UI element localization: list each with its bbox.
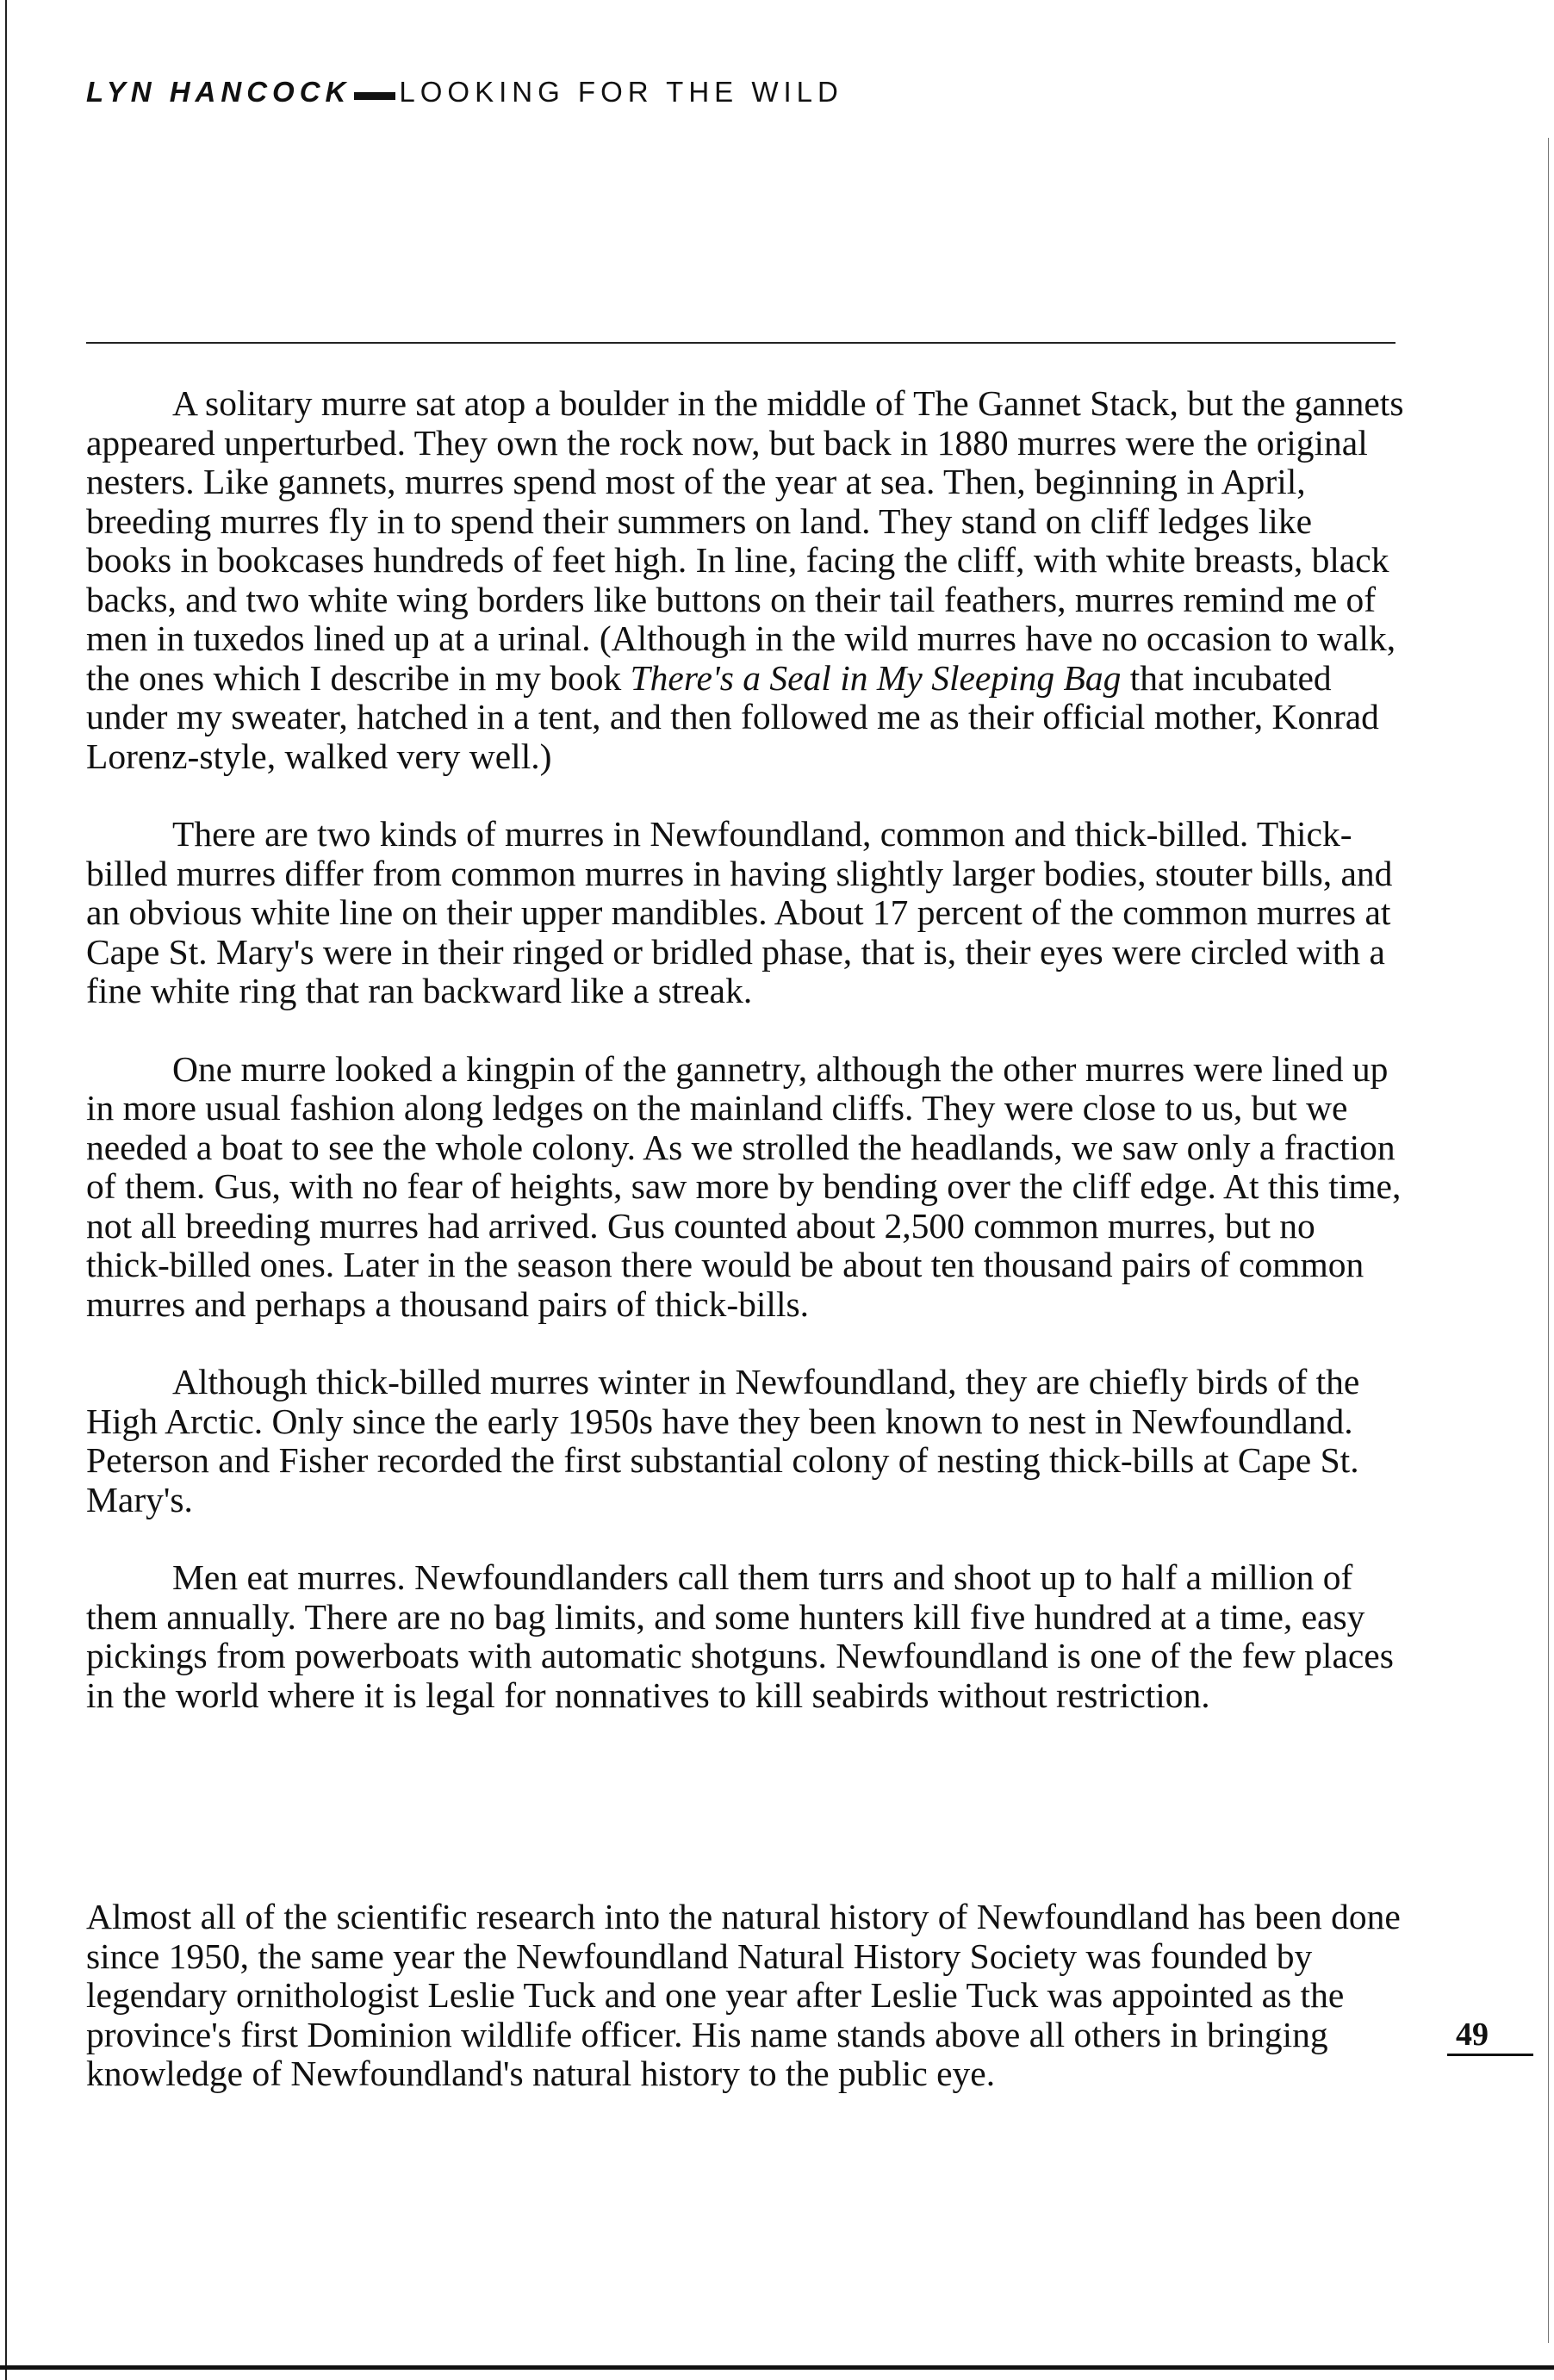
running-head-title: LOOKING FOR THE WILD xyxy=(399,76,843,108)
paragraph xyxy=(86,384,1404,776)
paragraph: There are two kinds of murres in Newfoundland, common and thick-billed. Thick-billed murres differ from common murres in having slightly larger bodies, stouter bills, and an obvious white line on their upper mandibles. About 17 percent of the common murres at Cape St. Mary's were in their ringed or bridled phase, that is, their eyes were circled with a fine white ring that ran backward like a streak. xyxy=(86,814,1393,1010)
page-edge-right xyxy=(1548,138,1549,2343)
sidebar-note-text: Almost all of the scientific research into the natural history of Newfoundland has been done since 1950, the same year the Newfoundland Natural History Society was founded by legendary ornithologist Leslie Tuck and one year after Leslie Tuck was appointed as the province's first Dominion wildlife officer. His name stands above all others in bringing knowledge of Newfoundland's natural history to the public eye. xyxy=(86,1897,1401,2093)
sidebar-note xyxy=(86,1898,1404,2094)
book-title: There's a Seal in My Sleeping Bag xyxy=(630,657,1122,698)
page-edge-left xyxy=(5,0,7,2380)
paragraph-text: that incubated under my sweater, hatched in a tent, and then followed me as their official mother, Konrad Lorenz-style, walked very well.) xyxy=(86,657,1379,776)
header-divider xyxy=(86,342,1395,344)
paragraph: One murre looked a kingpin of the gannetry, although the other murres were lined up in more usual fashion along ledges on the mainland cliffs. They were close to us, but we needed a boat to see the whole colony. As we strolled the headlands, we saw only a fraction of them. Gus, with no fear of heights, saw more by bending over the cliff edge. At this time, not all breeding murres had arrived. Gus counted about 2,500 common murres, but no thick-billed ones. Later in the season there would be about ten thousand pairs of common murres and perhaps a thousand pairs of thick-bills. xyxy=(86,1048,1402,1324)
running-head-author: LYN HANCOCK xyxy=(86,76,351,108)
page-number-rule xyxy=(1447,2054,1533,2056)
body-text xyxy=(86,384,1404,1715)
paragraph: Although thick-billed murres winter in Newfoundland, they are chiefly birds of the High Arctic. Only since the early 1950s have they been known to nest in Newfoundland. Peterson and Fisher recorded the first substantial colony of nesting thick-bills at Cape St. Mary's. xyxy=(86,1362,1360,1519)
paragraph-text: A solitary murre sat atop a boulder in the middle of The Gannet Stack, but the gannets appeared unperturbed. They own the rock now, but back in 1880 murres were the original nesters. Like gannets, murres spend most of the year at sea. Then, beginning in April, breeding murres fly in to spend their summers on land. They stand on cliff ledges like books in bookcases hundreds of feet high. In line, facing the cliff, with white breasts, black backs, and two white wing borders like buttons on their tail feathers, murres remind me of men in tuxedos lined up at a urinal. (Although in the wild murres have no occasion to walk, the ones which I describe in my book xyxy=(86,383,1404,698)
running-head xyxy=(86,76,843,109)
running-head-separator xyxy=(354,92,395,100)
page-number: 49 xyxy=(1456,2016,1489,2053)
paragraph: Men eat murres. Newfoundlanders call them turrs and shoot up to half a million of them annually. There are no bag limits, and some hunters kill five hundred at a time, easy pickings from powerboats with automatic shotguns. Newfoundland is one of the few places in the world where it is legal for nonnatives to kill seabirds without restriction. xyxy=(86,1557,1394,1715)
page-edge-bottom xyxy=(0,2365,1554,2370)
